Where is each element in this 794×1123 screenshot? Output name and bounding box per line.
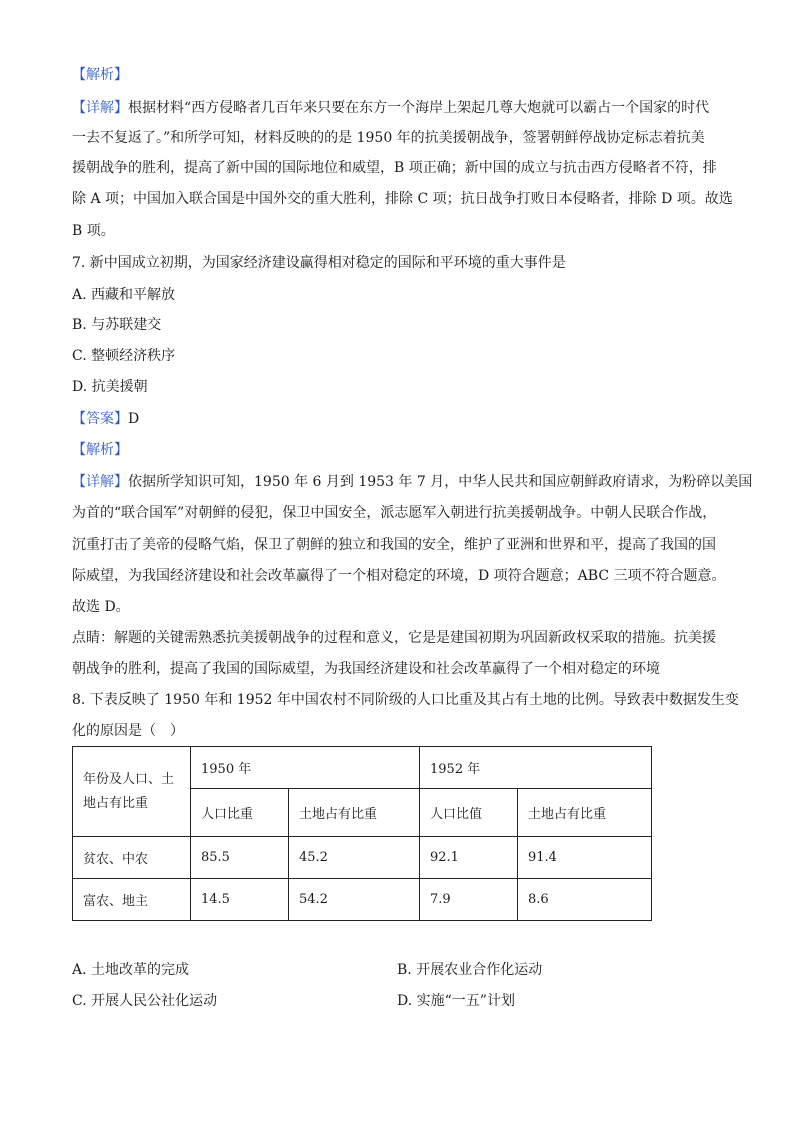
table-cell: 45.2 [289,837,420,879]
detail-paragraph-line: 【详解】根据材料“西方侵略者几百年来只要在东方一个海岸上架起几尊大炮就可以霸占一个国家的时代 [72,100,710,116]
question-7-option-d: D. 抗美援朝 [72,379,148,395]
question-7-option-b: B. 与苏联建交 [72,317,162,333]
question-8-option-a: A. 土地改革的完成 [72,962,190,978]
data-table [72,746,652,921]
question-7-option-c: C. 整顿经济秩序 [72,348,176,364]
detail-heading: 【详解】 [72,474,128,490]
detail-paragraph-line: 【详解】依据所学知识可知，1950 年 6 月到 1953 年 7 月，中华人民共和国应朝鲜政府请求，为粉碎以美国 [72,474,753,490]
detail-heading: 【详解】 [72,100,128,116]
table-row-label: 贫农、中农 [73,837,191,879]
answer-heading: 【答案】 [72,411,128,427]
table-cell: 8.6 [518,879,652,921]
table-row-label: 富农、地主 [73,879,191,921]
table-cell: 91.4 [518,837,652,879]
table-header-1950: 1950 年 [191,747,420,789]
table-cell: 14.5 [191,879,289,921]
note-line: 朝战争的胜利，提高了我国的国际威望，为我国经济建设和社会改革赢得了一个相对稳定的环境 [72,661,660,677]
table-row [73,837,652,879]
table-row [73,879,652,921]
question-8-stem: 8. 下表反映了 1950 年和 1952 年中国农村不同阶级的人口比重及其占有土地的比例。导致表中数据发生变 [72,692,739,708]
detail-paragraph-line: 除 A 项；中国加入联合国是中国外交的重大胜利，排除 C 项；抗日战争打败日本侵略者，排除 D 项。故选 [72,191,733,207]
question-8-option-c: C. 开展人民公社化运动 [72,993,218,1009]
note-line: 点睛：解题的关键需熟悉抗美援朝战争的过程和意义，它是是建国初期为巩固新政权采取的措施。抗美援 [72,630,716,646]
analysis-heading: 【解析】 [72,67,128,83]
question-8-option-b: B. 开展农业合作化运动 [397,962,543,978]
table-cell: 92.1 [420,837,518,879]
table-cell: 54.2 [289,879,420,921]
detail-paragraph-line: 援朝战争的胜利，提高了新中国的国际地位和威望，B 项正确；新中国的成立与抗击西方侵略者不符，排 [72,160,717,176]
question-8-option-d: D. 实施“一五”计划 [397,993,515,1009]
table-corner-cell: 年份及人口、土 地占有比重 [73,747,191,837]
table-subheader: 土地占有比重 [518,789,652,837]
question-8-stem: 化的原因是（ ） [72,723,184,739]
answer-value: D [128,411,140,427]
table-header-1952: 1952 年 [420,747,652,789]
detail-paragraph-line: B 项。 [72,223,115,239]
question-7-stem: 7. 新中国成立初期，为国家经济建设赢得相对稳定的国际和平环境的重大事件是 [72,255,566,271]
detail-paragraph-line: 沉重打击了美帝的侵略气焰，保卫了朝鲜的独立和我国的安全，维护了亚洲和世界和平，提高了我国的国 [72,537,716,553]
table-cell: 85.5 [191,837,289,879]
answer-line [72,409,139,429]
analysis-heading: 【解析】 [72,442,128,458]
detail-paragraph-line: 一去不复返了。”和所学可知，材料反映的的是 1950 年的抗美援朝战争，签署朝鲜停战协定标志着抗美 [72,130,705,146]
question-7-option-a: A. 西藏和平解放 [72,287,176,303]
detail-paragraph-line: 故选 D。 [72,599,130,615]
table-subheader: 土地占有比重 [289,789,420,837]
detail-paragraph-line: 际威望，为我国经济建设和社会改革赢得了一个相对稳定的环境，D 项符合题意；ABC 三项不符合题意。 [72,568,726,584]
detail-paragraph-line: 为首的“联合国军”对朝鲜的侵犯，保卫中国安全，派志愿军入朝进行抗美援朝战争。中朝人民联合作战， [72,505,717,521]
table-subheader: 人口比重 [191,789,289,837]
table-subheader: 人口比值 [420,789,518,837]
table-cell: 7.9 [420,879,518,921]
